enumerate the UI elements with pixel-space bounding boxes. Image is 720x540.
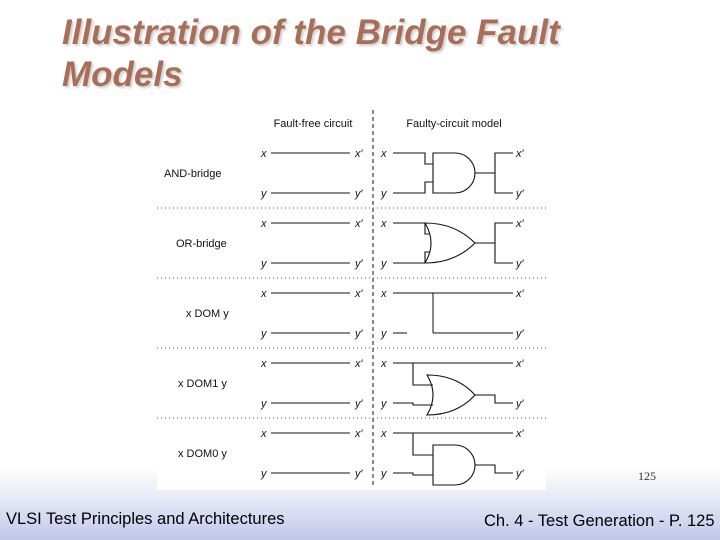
model-input-y-wire (393, 403, 433, 405)
row-label: x DOM0 y (178, 448, 227, 460)
slide-title-line-2: Models (62, 55, 183, 94)
output-y-label: y′ (355, 398, 363, 410)
model-output-y-wire (495, 173, 513, 193)
and-gate-icon (433, 153, 475, 193)
slide-title-line-1: Illustration of the Bridge Fault (62, 13, 560, 52)
model-input-y-label: y (381, 188, 387, 200)
footer-chapter-page: Ch. 4 - Test Generation - P. 125 (484, 512, 715, 530)
and-gate-icon (433, 445, 475, 485)
row-label: x DOM y (186, 308, 229, 320)
bridge-fault-diagram (157, 107, 546, 490)
model-input-x-label: x (381, 358, 387, 370)
model-output-y-wire (475, 465, 513, 473)
model-output-x-label: x′ (516, 428, 524, 440)
model-input-y-wire (393, 252, 429, 263)
input-y-label: y (261, 188, 267, 200)
model-output-x-label: x′ (516, 358, 524, 370)
row-label: AND-bridge (164, 168, 222, 180)
header-fault-free: Fault-free circuit (273, 118, 353, 130)
model-input-y-wire (393, 473, 433, 475)
output-x-label: x′ (355, 218, 363, 230)
output-x-label: x′ (355, 288, 363, 300)
model-output-x-label: x′ (516, 148, 524, 160)
model-output-y-label: y′ (516, 328, 524, 340)
output-y-label: y′ (355, 468, 363, 480)
model-input-x-label: x (381, 428, 387, 440)
output-x-label: x′ (355, 358, 363, 370)
model-output-y-label: y′ (516, 258, 524, 270)
footer-course-title: VLSI Test Principles and Architectures (6, 510, 285, 528)
model-output-y-label: y′ (516, 188, 524, 200)
model-input-y-label: y (381, 328, 387, 340)
model-input-x-wire (393, 153, 433, 164)
bridge-fault-figure (157, 107, 546, 490)
input-y-label: y (261, 328, 267, 340)
output-y-label: y′ (355, 258, 363, 270)
model-input-y-label: y (381, 398, 387, 410)
input-x-label: x (261, 218, 267, 230)
input-y-label: y (261, 398, 267, 410)
output-x-label: x′ (355, 148, 363, 160)
input-y-label: y (261, 258, 267, 270)
model-output-x-wire (475, 153, 513, 173)
or-gate-icon (425, 223, 475, 263)
model-input-x-label: x (381, 218, 387, 230)
model-input-y-wire (393, 182, 433, 193)
model-output-y-wire (475, 395, 513, 403)
model-branch-x-to-gate (413, 433, 433, 455)
output-y-label: y′ (355, 328, 363, 340)
model-output-x-label: x′ (516, 288, 524, 300)
model-input-x-label: x (381, 288, 387, 300)
input-x-label: x (261, 358, 267, 370)
row-label: OR-bridge (176, 238, 227, 250)
model-input-y-label: y (381, 468, 387, 480)
model-input-x-wire (393, 223, 429, 234)
output-x-label: x′ (355, 428, 363, 440)
model-output-y-wire (495, 243, 513, 263)
slide-title (62, 12, 560, 96)
or-gate-icon (427, 375, 475, 415)
input-x-label: x (261, 288, 267, 300)
output-y-label: y′ (355, 188, 363, 200)
model-output-x-label: x′ (516, 218, 524, 230)
model-input-y-label: y (381, 258, 387, 270)
model-input-x-label: x (381, 148, 387, 160)
row-label: x DOM1 y (178, 378, 227, 390)
model-output-x-wire (475, 223, 513, 243)
model-output-y-label: y′ (516, 398, 524, 410)
header-faulty-model: Faulty-circuit model (406, 118, 502, 130)
input-y-label: y (261, 468, 267, 480)
input-x-label: x (261, 428, 267, 440)
input-x-label: x (261, 148, 267, 160)
model-output-y-label: y′ (516, 468, 524, 480)
page-number: 125 (638, 469, 656, 483)
